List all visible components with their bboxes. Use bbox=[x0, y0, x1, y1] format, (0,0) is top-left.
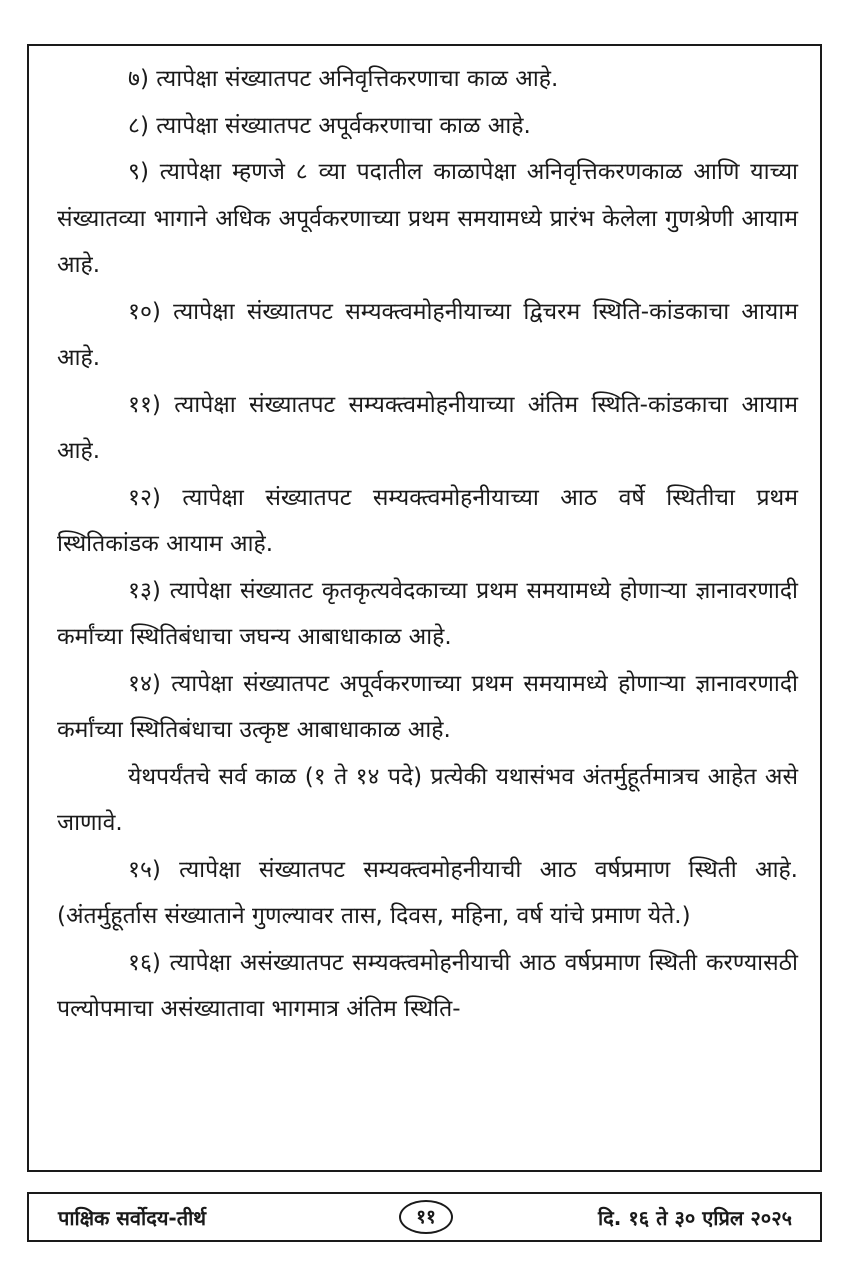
paragraph-8: ८) त्यापेक्षा संख्यातपट अपूर्वकरणाचा काळ आहे. bbox=[128, 112, 531, 139]
paragraph-9: ९) त्यापेक्षा म्हणजे ८ व्या पदातील काळापेक्षा अनिवृत्तिकरणकाळ आणि याच्या संख्यातव्या भागाने अधिक अपूर्वकरणाच्या प्रथम समयामध्ये प्रारंभ केलेला गुणश्रेणी आयाम आहे. bbox=[57, 159, 798, 278]
paragraph-14: १४) त्यापेक्षा संख्यातपट अपूर्वकरणाच्या प्रथम समयामध्ये होणाऱ्या ज्ञानावरणादी कर्मांच्या स्थितिबंधाचा उत्कृष्ट आबाधाकाळ आहे. bbox=[57, 670, 798, 743]
issue-date: दि. १६ ते ३० एप्रिल २०२५ bbox=[598, 1206, 792, 1230]
paragraph-16: १६) त्यापेक्षा असंख्यातपट सम्यक्त्वमोहनीयाची आठ वर्षप्रमाण स्थिती करण्यासठी पल्योपमाचा असंख्यातावा भागमात्र अंतिम स्थिति- bbox=[57, 949, 798, 1022]
paragraph-summary: येथपर्यंतचे सर्व काळ (१ ते १४ पदे) प्रत्येकी यथासंभव अंतर्मुहूर्तमात्रच आहेत असे जाणावे. bbox=[57, 763, 798, 836]
publication-name: पाक्षिक सर्वोदय-तीर्थ bbox=[58, 1206, 207, 1230]
paragraph-12: १२) त्यापेक्षा संख्यातपट सम्यक्त्वमोहनीयाच्या आठ वर्षे स्थितीचा प्रथम स्थितिकांडक आयाम आहे. bbox=[57, 484, 798, 557]
paragraph-11: ११) त्यापेक्षा संख्यातपट सम्यक्त्वमोहनीयाच्या अंतिम स्थिति-कांडकाचा आयाम आहे. bbox=[57, 391, 798, 464]
page-footer bbox=[27, 1192, 822, 1242]
paragraph-7: ७) त्यापेक्षा संख्यातपट अनिवृत्तिकरणाचा काळ आहे. bbox=[128, 66, 559, 92]
page-number: ११ bbox=[399, 1200, 453, 1234]
paragraph-13: १३) त्यापेक्षा संख्यातट कृतकृत्यवेदकाच्या प्रथम समयामध्ये होणाऱ्या ज्ञानावरणादी कर्मांच्या स्थितिबंधाचा जघन्य आबाधाकाळ आहे. bbox=[57, 577, 798, 650]
page-content bbox=[27, 44, 822, 1172]
paragraph-15: १५) त्यापेक्षा संख्यातपट सम्यक्त्वमोहनीयाची आठ वर्षप्रमाण स्थिती आहे. (अंतर्मुहूर्तास संख्याताने गुणल्यावर तास, दिवस, महिना, वर्ष यांचे प्रमाण येते.) bbox=[57, 856, 798, 929]
paragraph-10: १०) त्यापेक्षा संख्यातपट सम्यक्त्वमोहनीयाच्या द्विचरम स्थिति-कांडकाचा आयाम आहे. bbox=[57, 298, 798, 371]
